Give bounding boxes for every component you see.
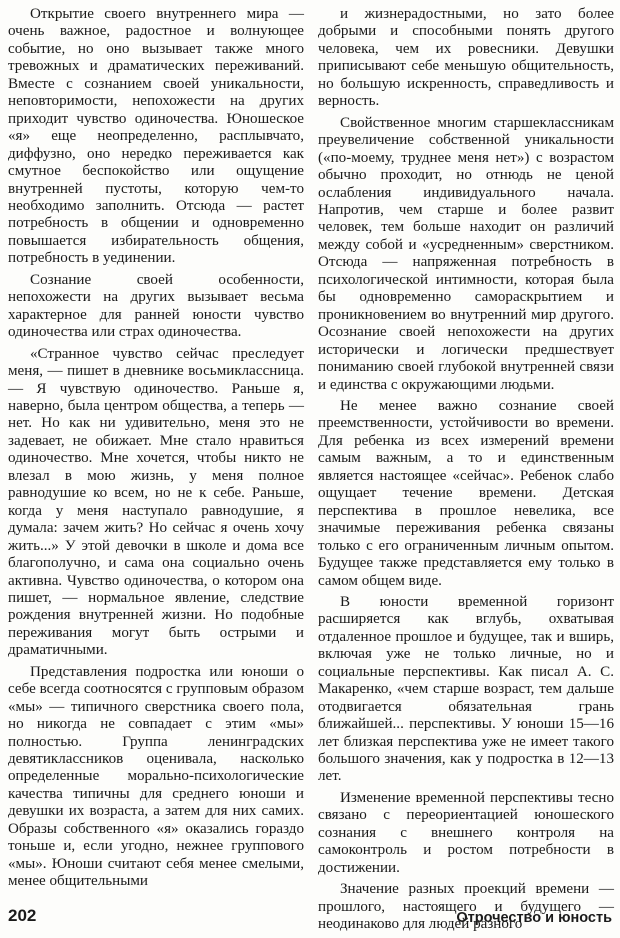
right-text-column (318, 6, 614, 938)
paragraph: Открытие своего внутреннего мира — очень важное, радостное и волнующее событие, но оно вызывает также много тревожных и драматических переживаний. Вместе с сознанием своей уникальности, неповторимости, непохожести на других приходит чувство одиночества. Юношеское «я» еще неопределенно, расплывчато, диффузно, оно нередко переживается как смутное беспокойство или ощущение внутренней пустоты, которую чем-то необходимо заполнить. Отсюда — растет потребность в общении и одновременно повышается избирательность общения, потребность в уединении. (8, 6, 304, 267)
paragraph: Не менее важно сознание своей преемственности, устойчивости во времени. Для ребенка из всех измерений времени самым важным, а то и единственным является настоящее «сейчас». Ребенок слабо ощущает течение времени. Детская перспектива в прошлое невелика, все значимые переживания ребенка связаны только с его ограниченным личным опытом. Будущее также представляется ему только в самом общем виде. (318, 397, 614, 589)
page-footer (8, 904, 612, 926)
paragraph: Сознание своей особенности, непохожести на других вызывает весьма характерное для ранней юности чувство одиночества или страх одиночества. (8, 271, 304, 341)
paragraph: Значение разных проекций времени — прошлого, настоящего и будущего — неодинаково для людей разного (318, 881, 614, 933)
paragraph: Представления подростка или юноши о себе всегда соотносятся с групповым образом «мы» — типичного сверстника своего пола, но никогда не совпадает с этим «мы» полностью. Группа ленинградских девятиклассников оценивала, насколько определенные морально-психологические качества типичны для среднего юноши и девушки их возраста, а затем для них самих. Образы собственного «я» оказались гораздо тоньше и, если угодно, нежнее группового «мы». Юноши считают себя менее смелыми, менее общительными (8, 663, 304, 890)
paragraph: и жизнерадостными, но зато более добрыми и способными понять другого человека, чем их ровесники. Девушки приписывают себе меньшую общительность, но большую искренность, справедливость и верность. (318, 6, 614, 110)
paragraph: В юности временной горизонт расширяется как вглубь, охватывая отдаленное прошлое и будущее, так и вширь, включая уже не только личные, но и социальные перспективы. Как писал А. С. Макаренко, «чем старше возраст, тем дальше отодвигается обязательная грань ближайшей... перспективы. У юноши 15—16 лет близкая перспектива уже не имеет такого большого значения, как у подростка в 12—13 лет. (318, 593, 614, 785)
left-text-column (8, 6, 304, 895)
paragraph: Изменение временной перспективы тесно связано с переориентацией юношеского сознания с внешнего контроля на самоконтроль и ростом потребности в достижении. (318, 789, 614, 876)
running-footer-title: Отрочество и юность (456, 910, 612, 926)
paragraph: «Странное чувство сейчас преследует меня, — пишет в дневнике восьмиклассница. — Я чувствую одиночество. Раньше я, наверно, была центром общества, а теперь — нет. Но как ни удивительно, меня это не задевает, не обижает. Мне стало нравиться одиночество. Мне хочется, чтобы никто не влезал в мою жизнь, у меня полное равнодушие ко всем, но не к себе. Раньше, когда у меня наступало равнодушие, я думала: зачем жить? Но сейчас я очень хочу жить...» У этой девочки в школе и дома все благополучно, и сама она социально очень активна. Чувство одиночества, о котором она пишет, — нормальное явление, следствие рождения внутренней жизни. Но подобные переживания могут быть острыми и драматичными. (8, 345, 304, 659)
page-number: 202 (8, 906, 37, 925)
paragraph: Свойственное многим старшеклассникам преувеличение собственной уникальности («по-моему, труднее меня нет») с возрастом обычно проходит, но отнюдь не ценой ослабления индивидуального начала. Напротив, чем старше и более развит человек, тем больше находит он различий между собой и «усредненным» сверстником. Отсюда — напряженная потребность в психологической интимности, которая была бы одновременно самораскрытием и проникновением во внутренний мир другого. Осознание своей непохожести на других исторически и логически предшествует пониманию своей глубокой внутренней связи и единства с окружающими людьми. (318, 114, 614, 393)
